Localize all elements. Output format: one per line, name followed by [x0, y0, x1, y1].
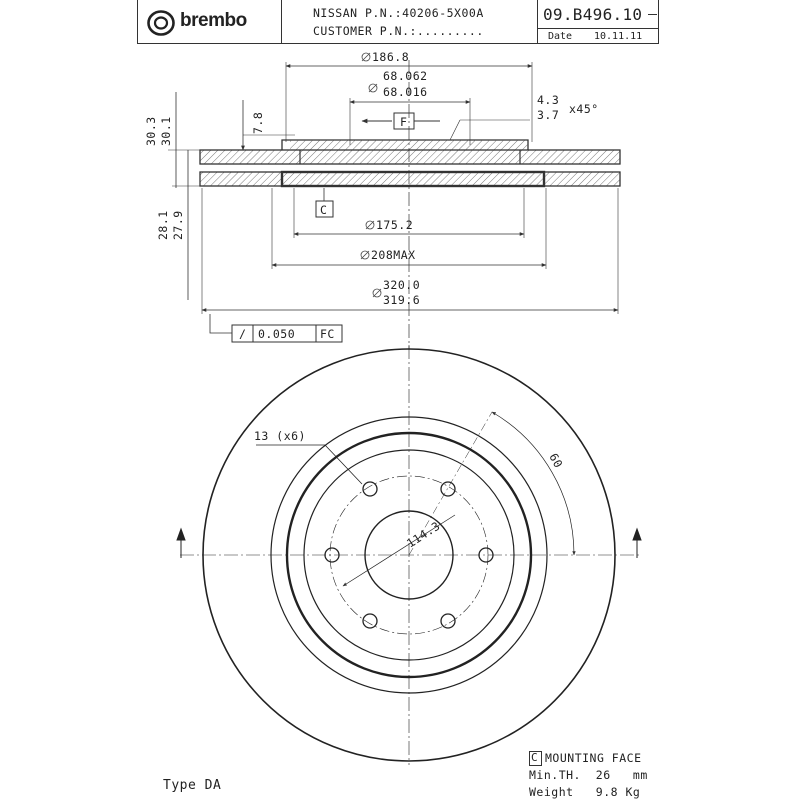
dim-320-text: 320.0 — [383, 278, 421, 292]
datum-f-text: F — [400, 115, 408, 129]
section-arrow-right-head — [633, 529, 641, 540]
tolerance-value: 0.050 — [258, 327, 296, 341]
chamfer-text-b: 3.7 — [537, 108, 560, 122]
front-view — [177, 345, 641, 765]
tolerance-symbol: / — [239, 327, 247, 341]
dim-186-text: 186.8 — [372, 50, 410, 64]
mounting-face-note: MOUNTING FACE — [545, 751, 642, 765]
datum-c-note-letter: C — [531, 751, 539, 764]
dim-30-3-text: 30.3 — [144, 116, 158, 146]
tolerance-leader — [210, 314, 232, 333]
tolerance-ref: FC — [320, 327, 335, 341]
hat-hatch — [290, 140, 528, 150]
dim-27-9-text: 27.9 — [171, 210, 185, 240]
weight-note: Weight 9.8 Kg — [529, 785, 641, 799]
angle-60-arc — [492, 412, 574, 555]
angle-60-text: 60 — [546, 450, 566, 471]
customer-part-number: CUSTOMER P.N.:......... — [313, 24, 484, 38]
upper-friction-plate — [200, 150, 620, 164]
lower-friction-plate — [200, 172, 620, 186]
dim-68-text-a: 68.062 — [383, 69, 428, 83]
min-thickness-note: Min.TH. 26 mm — [529, 768, 648, 782]
dim-208-text: 208MAX — [371, 248, 416, 262]
chamfer-leader-2 — [450, 120, 460, 140]
chamfer-angle-text: x45° — [569, 102, 599, 116]
dim-175-text: 175.2 — [376, 218, 414, 232]
oem-part-number: NISSAN P.N.:40206-5X00A — [313, 6, 484, 20]
brand-name: brembo — [180, 10, 247, 31]
dim-7-8-text: 7.8 — [251, 111, 265, 134]
dim-68-text-b: 68.016 — [383, 85, 428, 99]
holes-text: 13 (x6) — [254, 429, 306, 443]
datum-c-text: C — [320, 203, 328, 217]
section-arrow-left-head — [177, 529, 185, 540]
type-label: Type DA — [163, 778, 222, 793]
dim-319-text: 319.6 — [383, 293, 421, 307]
part-number: 09.B496.10 — [543, 5, 643, 24]
date-label: Date — [548, 31, 573, 42]
chamfer-text-a: 4.3 — [537, 93, 560, 107]
dim-28-1-text: 28.1 — [156, 210, 170, 240]
date-value: 10.11.11 — [594, 31, 643, 42]
dim-30-1-text: 30.1 — [159, 116, 173, 146]
pcd-text: 114.3 — [404, 518, 443, 551]
